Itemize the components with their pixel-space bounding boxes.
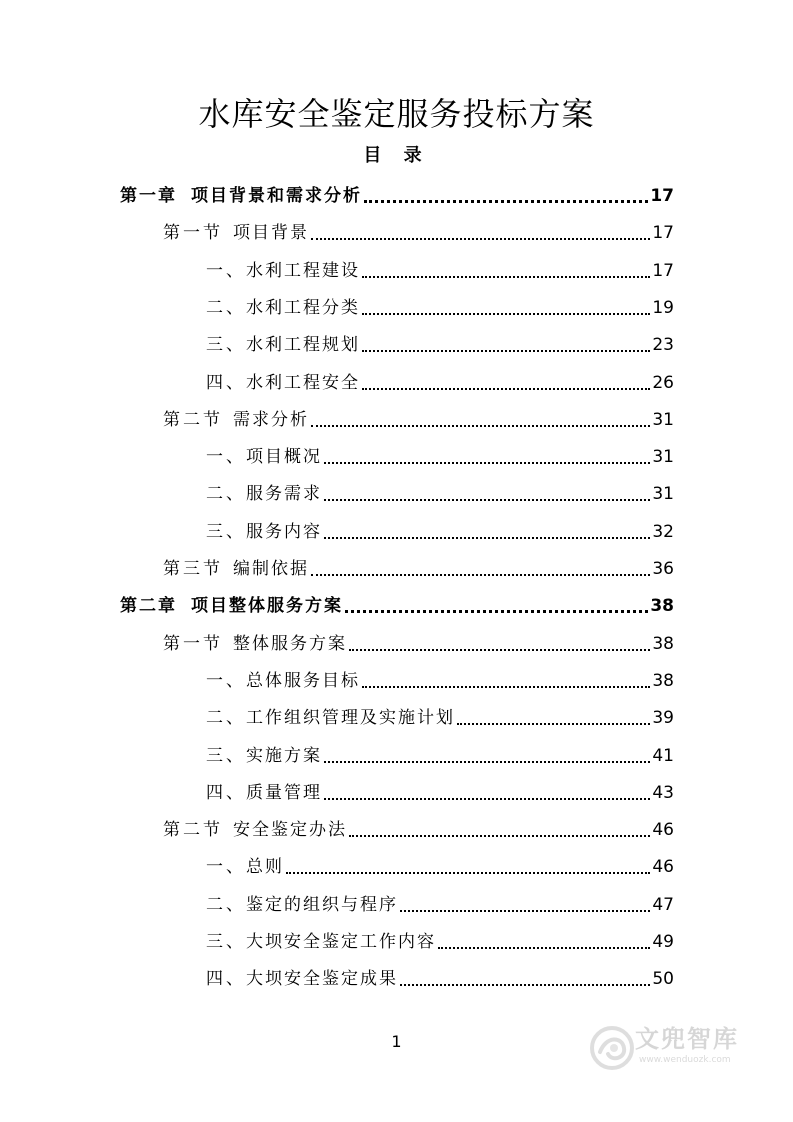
toc-entry[interactable] xyxy=(206,744,674,768)
dot-leader xyxy=(345,610,648,613)
dot-leader xyxy=(311,574,650,576)
toc-entry[interactable] xyxy=(206,259,674,283)
toc-entry-label: 项目背景 xyxy=(233,223,309,243)
toc-entry-label: 编制依据 xyxy=(233,559,309,579)
toc-entry-label: 水利工程安全 xyxy=(246,373,360,393)
page-number: 1 xyxy=(391,1032,402,1051)
toc-entry[interactable] xyxy=(206,669,674,693)
document-title: 水库安全鉴定服务投标方案 xyxy=(198,95,595,133)
toc-entry-number: 三、 xyxy=(206,746,246,766)
dot-leader xyxy=(362,313,650,315)
dot-leader xyxy=(362,686,650,688)
toc-entry[interactable] xyxy=(206,520,674,544)
toc-entry-label: 总则 xyxy=(246,857,284,877)
dot-leader xyxy=(324,462,650,464)
toc-entry-page: 19 xyxy=(652,298,674,318)
toc-entry-label: 总体服务目标 xyxy=(246,671,360,691)
toc-entry-label: 水利工程分类 xyxy=(246,298,360,318)
toc-entry-page: 31 xyxy=(652,410,674,430)
toc-entry-page: 36 xyxy=(652,559,674,579)
toc-entry-label: 大坝安全鉴定工作内容 xyxy=(246,932,436,952)
toc-entry-label: 服务需求 xyxy=(246,484,322,504)
toc-entry-number: 三、 xyxy=(206,335,246,355)
dot-leader xyxy=(311,425,650,427)
toc-entry-page: 23 xyxy=(652,335,674,355)
toc-entry-label: 需求分析 xyxy=(233,410,309,430)
toc-entry-label: 项目背景和需求分析 xyxy=(191,186,362,206)
dot-leader xyxy=(438,947,650,949)
toc-entry[interactable] xyxy=(163,557,674,581)
dot-leader xyxy=(457,723,650,725)
toc-entry-label: 项目整体服务方案 xyxy=(191,596,343,616)
toc-entry-number: 第一章 xyxy=(120,186,177,206)
toc-entry-label: 大坝安全鉴定成果 xyxy=(246,969,398,989)
toc-entry-number: 第一节 xyxy=(163,634,223,654)
dot-leader xyxy=(362,276,650,278)
toc-entry-label: 安全鉴定办法 xyxy=(233,820,347,840)
toc-entry[interactable] xyxy=(206,706,674,730)
toc-entry-label: 工作组织管理及实施计划 xyxy=(246,708,455,728)
toc-entry-number: 二、 xyxy=(206,708,246,728)
toc-entry-page: 49 xyxy=(652,932,674,952)
toc-entry-number: 二、 xyxy=(206,484,246,504)
toc-entry-page: 38 xyxy=(652,671,674,691)
toc-entry-label: 鉴定的组织与程序 xyxy=(246,895,398,915)
toc-entry-page: 17 xyxy=(652,261,674,281)
toc-entry-number: 第二节 xyxy=(163,820,223,840)
toc-entry-page: 38 xyxy=(652,634,674,654)
watermark xyxy=(590,1020,760,1076)
toc-entry-label: 服务内容 xyxy=(246,522,322,542)
toc-entry-label: 水利工程建设 xyxy=(246,261,360,281)
watermark-url: www.wenduozk.com xyxy=(639,1055,731,1065)
toc-entry-label: 整体服务方案 xyxy=(233,634,347,654)
toc-entry-page: 31 xyxy=(652,447,674,467)
toc-entry-label: 水利工程规划 xyxy=(246,335,360,355)
toc-entry-page: 32 xyxy=(652,522,674,542)
toc-entry-number: 第三节 xyxy=(163,559,223,579)
toc-entry-number: 四、 xyxy=(206,373,246,393)
dot-leader xyxy=(400,984,650,986)
toc-entry[interactable] xyxy=(163,632,674,656)
toc-entry-number: 二、 xyxy=(206,298,246,318)
toc-entry[interactable] xyxy=(206,930,674,954)
toc-entry-number: 四、 xyxy=(206,783,246,803)
dot-leader xyxy=(286,872,650,874)
toc-entry-number: 一、 xyxy=(206,671,246,691)
dot-leader xyxy=(362,350,650,352)
dot-leader xyxy=(364,200,648,203)
toc-heading: 目 录 xyxy=(363,145,430,166)
toc-entry[interactable] xyxy=(206,445,674,469)
toc-entry[interactable] xyxy=(206,893,674,917)
toc-entry-page: 46 xyxy=(652,857,674,877)
toc-entry-page: 46 xyxy=(652,820,674,840)
dot-leader xyxy=(311,238,650,240)
toc-entry-label: 质量管理 xyxy=(246,783,322,803)
toc-entry[interactable] xyxy=(206,482,674,506)
toc-entry-number: 四、 xyxy=(206,969,246,989)
toc-entry-page: 39 xyxy=(652,708,674,728)
dot-leader xyxy=(324,761,650,763)
toc-entry-number: 第二节 xyxy=(163,410,223,430)
toc-entry-page: 26 xyxy=(652,373,674,393)
toc-entry-number: 第二章 xyxy=(120,596,177,616)
dot-leader xyxy=(324,537,650,539)
toc-entry-page: 17 xyxy=(650,186,674,206)
toc-entry-page: 31 xyxy=(652,484,674,504)
watermark-brand: 文兜智库 xyxy=(635,1025,739,1053)
dot-leader xyxy=(324,499,650,501)
toc-entry-number: 三、 xyxy=(206,522,246,542)
toc-entry[interactable] xyxy=(120,594,674,618)
toc-entry[interactable] xyxy=(206,371,674,395)
toc-entry-label: 项目概况 xyxy=(246,447,322,467)
toc-entry-page: 41 xyxy=(652,746,674,766)
swirl-logo-icon xyxy=(590,1022,636,1074)
dot-leader xyxy=(362,388,650,390)
toc-entry[interactable] xyxy=(206,781,674,805)
toc-entry-page: 38 xyxy=(650,596,674,616)
toc-entry[interactable] xyxy=(206,333,674,357)
toc-entry-page: 17 xyxy=(652,223,674,243)
toc-entry-page: 50 xyxy=(652,969,674,989)
toc-entry[interactable] xyxy=(206,967,674,991)
toc-entry[interactable] xyxy=(163,408,674,432)
toc-entry[interactable] xyxy=(206,855,674,879)
toc-entry-number: 一、 xyxy=(206,447,246,467)
dot-leader xyxy=(349,835,650,837)
toc-entry-number: 第一节 xyxy=(163,223,223,243)
dot-leader xyxy=(324,798,650,800)
toc-entry-number: 三、 xyxy=(206,932,246,952)
toc-entry-number: 一、 xyxy=(206,857,246,877)
dot-leader xyxy=(349,649,650,651)
toc-entry[interactable] xyxy=(120,184,674,208)
toc-entry[interactable] xyxy=(163,818,674,842)
toc-entry[interactable] xyxy=(206,296,674,320)
toc-entry-page: 43 xyxy=(652,783,674,803)
toc-entry-number: 二、 xyxy=(206,895,246,915)
dot-leader xyxy=(400,910,650,912)
toc-entry-page: 47 xyxy=(652,895,674,915)
toc-entry-number: 一、 xyxy=(206,261,246,281)
toc-entry[interactable] xyxy=(163,221,674,245)
toc-entry-label: 实施方案 xyxy=(246,746,322,766)
